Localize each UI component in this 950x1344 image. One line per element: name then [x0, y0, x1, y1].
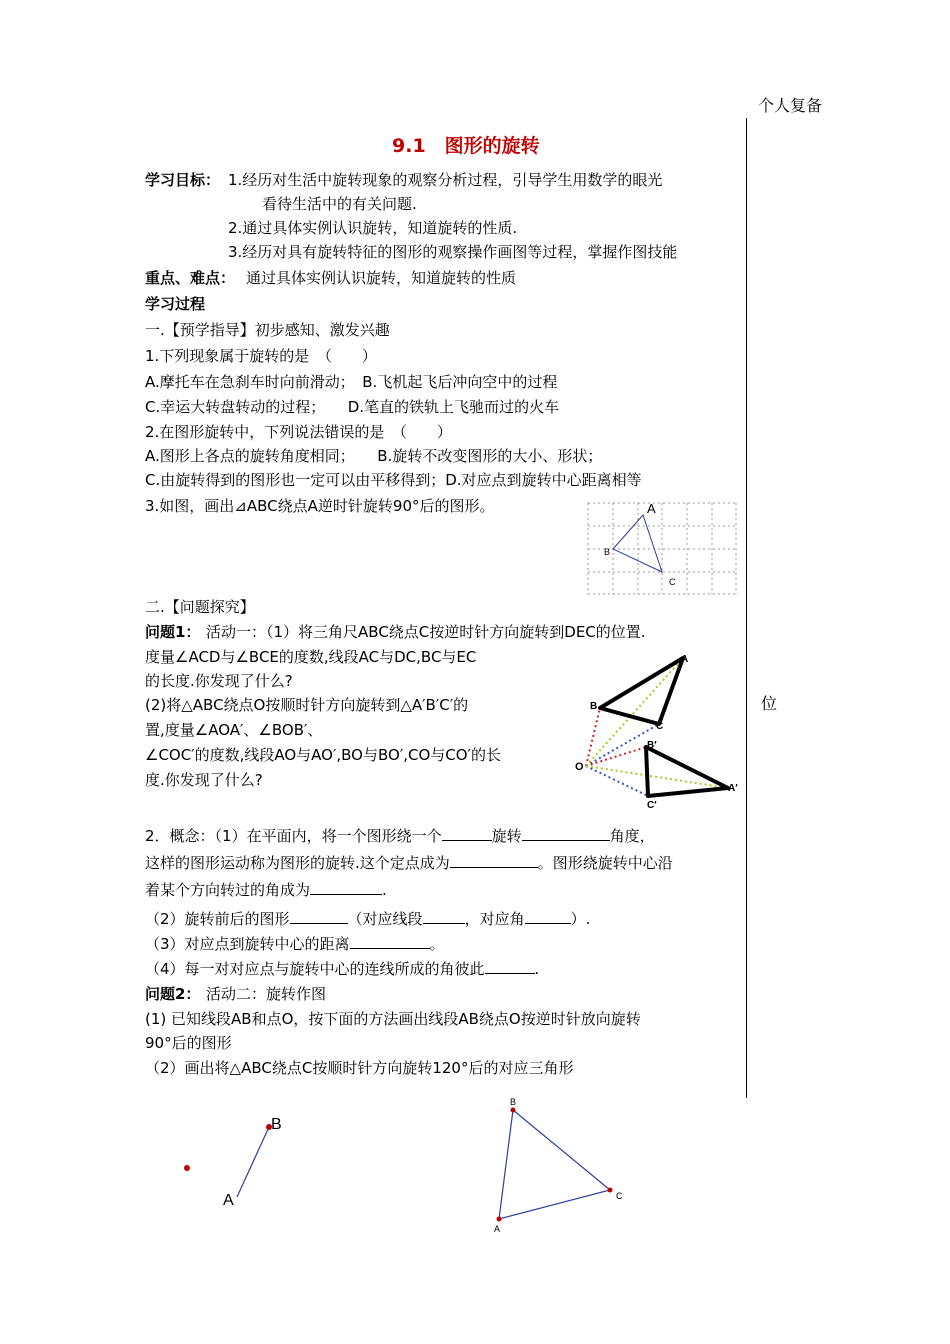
concept-2-text-b: 。图形绕旋转中心沿	[537, 854, 673, 872]
grid-figure	[588, 503, 738, 595]
key-text: 通过具体实例认识旋转，知道旋转的性质	[246, 269, 517, 287]
goals-line-3: 2.通过具体实例认识旋转，知道旋转的性质.	[228, 219, 518, 237]
concept-line-4	[145, 909, 590, 929]
concept-line-2	[145, 853, 673, 873]
concept-4-text: （2）旋转前后的图形	[145, 910, 290, 928]
goals-label: 学习目标：	[145, 171, 221, 189]
problem-1-line-3: 的长度.你发现了什么?	[145, 672, 293, 690]
blank-1[interactable]	[442, 826, 492, 841]
point-tri-a	[497, 1217, 502, 1222]
problem-1-line-2: 度量∠ACD与∠BCE的度数,线段AC与DC,BC与EC	[145, 648, 477, 666]
concept-6-text-b: .	[534, 960, 540, 978]
part2-heading: 二.【问题探究】	[145, 598, 255, 616]
goals-line-2: 看待生活中的有关问题.	[262, 195, 417, 213]
goals-line-1: 1.经历对生活中旋转现象的观察分析过程，引导学生用数学的眼光	[228, 171, 663, 189]
blank-9[interactable]	[485, 959, 535, 974]
blank-5[interactable]	[290, 909, 348, 924]
rot-label-b-prime: B′	[647, 740, 657, 751]
problem-1-line-4: (2)将△ABC绕点O按顺时针方向旋转到△A′B′C′的	[145, 696, 469, 714]
concept-3-text-b: .	[382, 881, 387, 899]
concept-4-text-c: ，对应角	[464, 910, 525, 928]
blank-2[interactable]	[522, 826, 610, 841]
question-2-options-ab: A.图形上各点的旋转角度相同； B.旋转不改变图形的大小、形状；	[145, 447, 603, 465]
grid-label-b: B	[604, 547, 611, 557]
concept-1-text: 2．概念：（1）在平面内，将一个图形绕一个	[145, 827, 442, 845]
side-label-mid: 位	[761, 694, 778, 713]
part1-heading: 一.【预学指导】初步感知、激发兴趣	[145, 321, 390, 339]
rot-label-b: B	[590, 701, 598, 712]
grid-label-a: A	[647, 501, 656, 516]
problem-2-line-3: （2）画出将△ABC绕点C按顺时针方向旋转120°后的对应三角形	[145, 1059, 574, 1077]
concept-1-text-c: 角度，	[609, 827, 655, 845]
blank-8[interactable]	[350, 934, 430, 949]
question-2: 2.在图形旋转中，下列说法错误的是 （ ）	[145, 423, 452, 441]
problem-1-line-7: 度.你发现了什么?	[145, 771, 263, 789]
concept-3-text: 着某个方向转过的角成为	[145, 881, 311, 899]
page-title: 9.1 图形的旋转	[392, 135, 540, 157]
concept-4-text-b: （对应线段	[347, 910, 423, 928]
segment-ab	[237, 1127, 269, 1197]
grid-label-c: C	[669, 577, 676, 587]
concept-line-1	[145, 826, 655, 846]
rot-label-c: C	[656, 721, 664, 732]
question-1-options-cd: C.幸运大转盘转动的过程； D.笔直的铁轨上飞驰而过的火车	[145, 398, 560, 416]
grid-lines	[588, 503, 736, 594]
concept-6-text: （4）每一对对应点与旋转中心的连线所成的角彼此	[145, 960, 485, 978]
blank-6[interactable]	[423, 909, 465, 924]
triangle-abc-2	[499, 1110, 610, 1219]
concept-5-text: （3）对应点到旋转中心的距离	[145, 935, 350, 953]
segment-figure	[180, 1110, 290, 1210]
point-tri-c	[608, 1188, 613, 1193]
tri-label-c: C	[616, 1191, 623, 1201]
key-label: 重点、难点：	[145, 269, 236, 287]
blank-4[interactable]	[310, 880, 382, 895]
process-title: 学习过程	[145, 295, 206, 313]
concept-line-6	[145, 959, 539, 979]
concept-2-text: 这样的图形运动称为图形的旋转.这个定点成为	[145, 854, 450, 872]
point-tri-b	[511, 1108, 516, 1113]
point-o	[184, 1165, 190, 1171]
problem-1-line-1: 活动一：（1）将三角尺ABC绕点C按逆时针方向旋转到DEC的位置.	[206, 623, 646, 641]
question-1: 1.下列现象属于旋转的是 （ ）	[145, 347, 377, 365]
problem-1-line-5: 置,度量∠AOA′、∠BOB′、	[145, 721, 323, 739]
seg-label-b: B	[271, 1116, 282, 1133]
concept-line-5	[145, 934, 445, 954]
rotation-figure	[570, 650, 750, 810]
triangle-rotated	[646, 747, 728, 796]
blank-7[interactable]	[525, 909, 571, 924]
concept-line-3	[145, 880, 387, 900]
problem-2-text: 活动二：旋转作图	[206, 985, 327, 1003]
concept-1-text-b: 旋转	[491, 827, 522, 845]
margin-rule	[746, 118, 747, 1098]
problem-1-line-6: ∠COC′的度数,线段AO与AO′,BO与BO′,CO与CO′的长	[145, 746, 501, 764]
triangle-figure	[490, 1095, 630, 1235]
tri-label-a: A	[494, 1224, 501, 1234]
rot-label-o: O	[575, 761, 584, 773]
seg-label-a: A	[223, 1192, 234, 1209]
problem-2-label: 问题2：	[145, 985, 201, 1003]
question-1-options-ab: A.摩托车在急刹车时向前滑动； B.飞机起飞后冲向空中的过程	[145, 373, 558, 391]
problem-2-line-1: (1) 已知线段AB和点O，按下面的方法画出线段AB绕点O按逆时针放向旋转	[145, 1010, 641, 1028]
problem-2-line-2: 90°后的图形	[145, 1034, 232, 1052]
tri-label-b: B	[510, 1097, 517, 1107]
rot-label-a-prime: A′	[728, 783, 738, 794]
side-label-top: 个人复备	[758, 96, 823, 115]
goals-line-4: 3.经历对具有旋转特征的图形的观察操作画图等过程，掌握作图技能	[228, 243, 678, 261]
question-3: 3.如图，画出⊿ABC绕点A逆时针旋转90°后的图形。	[145, 497, 495, 515]
rot-label-a: A	[681, 654, 689, 665]
problem-1-label: 问题1：	[145, 623, 201, 641]
concept-4-text-d: ）.	[570, 910, 591, 928]
concept-5-text-b: 。	[429, 935, 445, 953]
question-2-options-cd: C.由旋转得到的图形也一定可以由平移得到；D.对应点到旋转中心距离相等	[145, 471, 642, 489]
blank-3[interactable]	[450, 853, 538, 868]
triangle-original	[600, 658, 683, 724]
rot-label-c-prime: C′	[647, 800, 657, 811]
